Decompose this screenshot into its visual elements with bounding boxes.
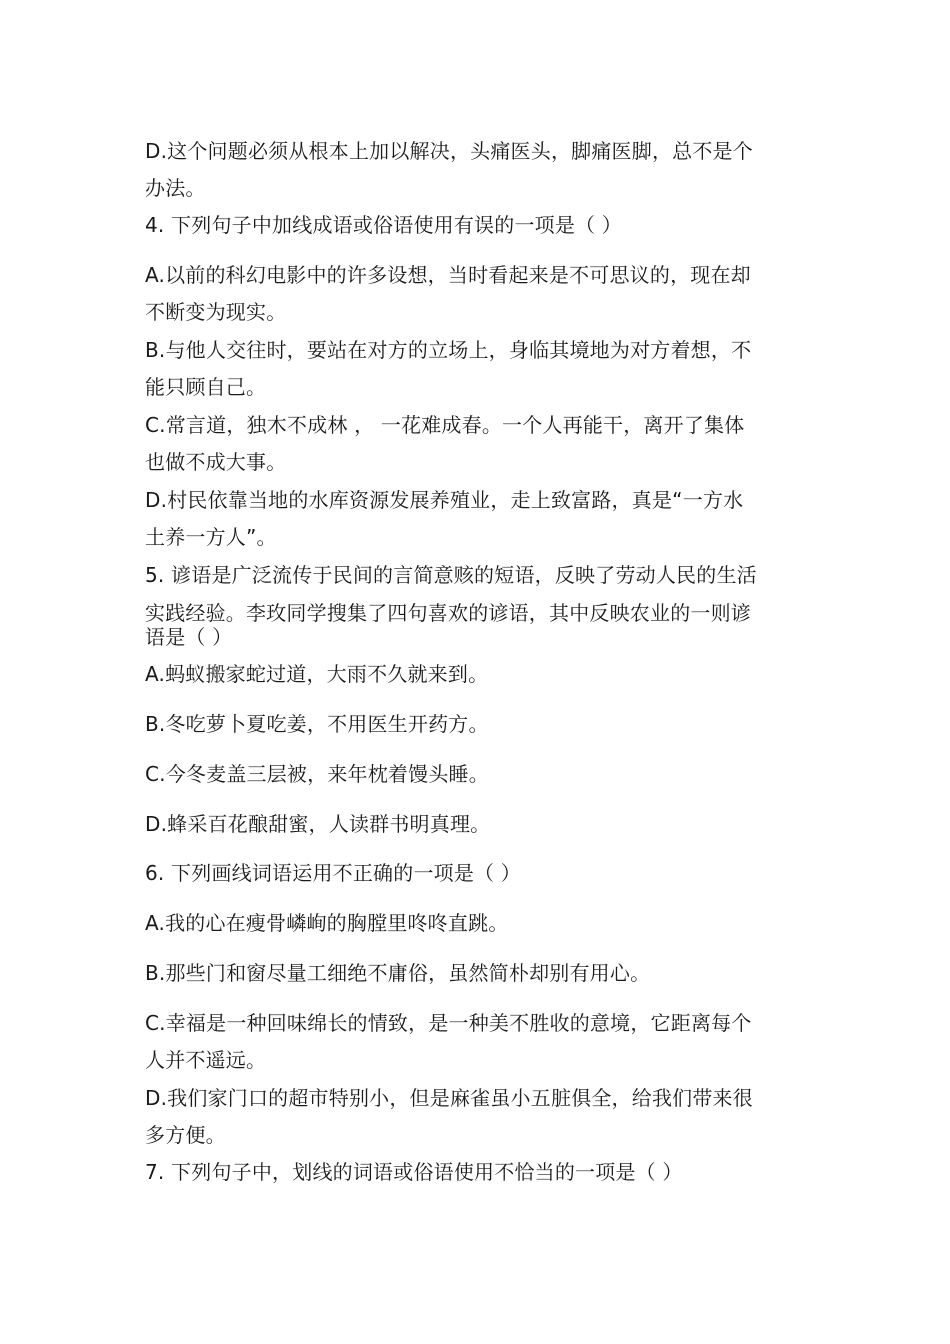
question-4-option-a-line-1: A.以前的科幻电影中的许多设想，当时看起来是不可思议的，现在却 <box>145 263 751 287</box>
question-6-option-c-line-1: C.幸福是一种回味绵长的情致，是一种美不胜收的意境，它距离每个 <box>145 1011 752 1035</box>
question-5-stem-line-1: 5. 谚语是广泛流传于民间的言简意赅的短语，反映了劳动人民的生活 <box>145 563 757 587</box>
question-4-option-b-line-2: 能只顾自己。 <box>145 375 267 399</box>
question-4-option-d-line-2: 土养一方人”。 <box>145 525 277 549</box>
question-4-option-c-line-1: C.常言道，独木不成林 ， 一花难成春。一个人再能干，离开了集体 <box>145 413 745 437</box>
question-5-option-d: D.蜂采百花酿甜蜜，人读群书明真理。 <box>145 812 491 836</box>
question-4-option-b-line-1: B.与他人交往时，要站在对方的立场上，身临其境地为对方着想，不 <box>145 338 752 362</box>
question-6-option-d-line-1: D.我们家门口的超市特别小，但是麻雀虽小五脏俱全，给我们带来很 <box>145 1086 753 1110</box>
question-7-stem: 7. 下列句子中，划线的词语或俗语使用不恰当的一项是（ ） <box>145 1160 683 1184</box>
question-4-option-d-line-1: D.村民依靠当地的水库资源发展养殖业，走上致富路，真是“一方水 <box>145 488 744 512</box>
question-5-option-a: A.蚂蚁搬家蛇过道，大雨不久就来到。 <box>145 662 489 686</box>
option-d-line-1: D.这个问题必须从根本上加以解决，头痛医头，脚痛医脚，总不是个 <box>145 139 753 163</box>
question-6-option-b: B.那些门和窗尽量工细绝不庸俗，虽然简朴却别有用心。 <box>145 961 651 985</box>
question-5-stem-line-2: 实践经验。李玫同学搜集了四句喜欢的谚语，其中反映农业的一则谚 <box>145 601 751 625</box>
question-6-option-d-line-2: 多方便。 <box>145 1123 226 1147</box>
option-d-line-2: 办法。 <box>145 176 206 200</box>
question-4-stem: 4. 下列句子中加线成语或俗语使用有误的一项是（ ） <box>145 213 622 237</box>
question-4-option-a-line-2: 不断变为现实。 <box>145 300 287 324</box>
question-4-option-c-line-2: 也做不成大事。 <box>145 450 287 474</box>
question-5-option-c: C.今冬麦盖三层被，来年枕着馒头睡。 <box>145 762 489 786</box>
question-5-stem-line-3: 语是（ ） <box>145 625 233 649</box>
question-5-option-b: B.冬吃萝卜夏吃姜，不用医生开药方。 <box>145 712 489 736</box>
question-6-option-c-line-2: 人并不遥远。 <box>145 1048 267 1072</box>
question-6-stem: 6. 下列画线词语运用不正确的一项是（ ） <box>145 861 521 885</box>
question-6-option-a: A.我的心在瘦骨嶙峋的胸膛里咚咚直跳。 <box>145 911 509 935</box>
